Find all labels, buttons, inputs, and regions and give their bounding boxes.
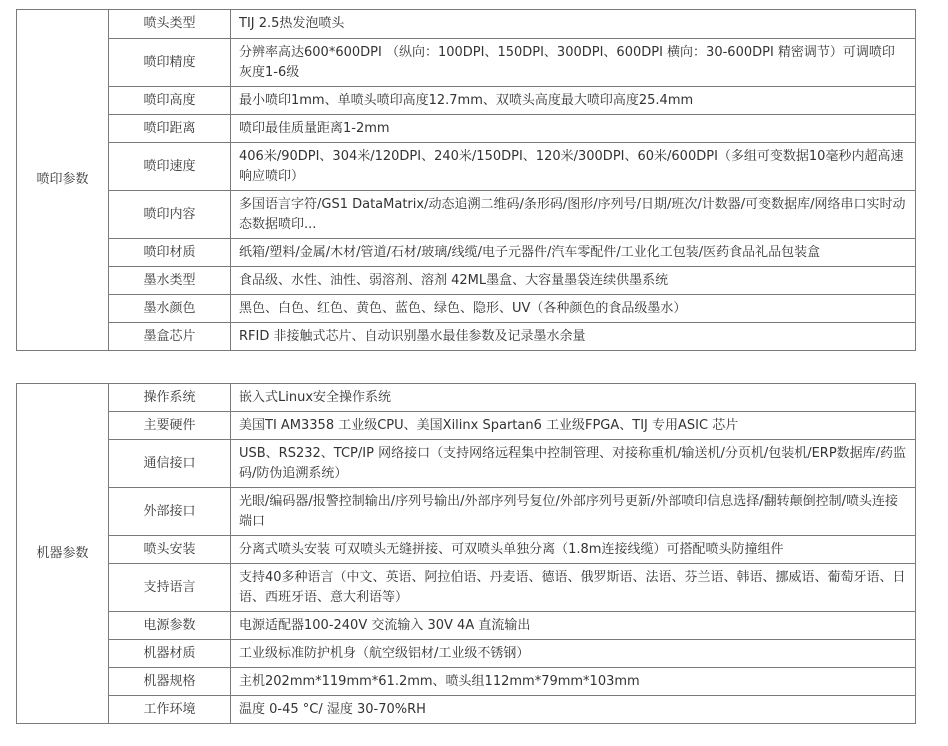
table-row bbox=[17, 87, 916, 115]
table-row bbox=[17, 696, 916, 724]
group-label: 机器参数 bbox=[17, 384, 109, 724]
table-row bbox=[17, 295, 916, 323]
row-value: 电源适配器100-240V 交流输入 30V 4A 直流输出 bbox=[231, 612, 916, 640]
row-label: 主要硬件 bbox=[109, 412, 231, 440]
table-row bbox=[17, 191, 916, 239]
table-row bbox=[17, 39, 916, 87]
group-label: 喷印参数 bbox=[17, 10, 109, 351]
row-value: 食品级、水性、油性、弱溶剂、溶剂 42ML墨盒、大容量墨袋连续供墨系统 bbox=[231, 267, 916, 295]
row-value: 主机202mm*119mm*61.2mm、喷头组112mm*79mm*103mm bbox=[231, 668, 916, 696]
row-label: 墨盒芯片 bbox=[109, 323, 231, 351]
row-value: 喷印最佳质量距离1-2mm bbox=[231, 115, 916, 143]
row-value: 工业级标准防护机身（航空级铝材/工业级不锈钢） bbox=[231, 640, 916, 668]
row-label: 喷头类型 bbox=[109, 10, 231, 39]
machine-parameters-table bbox=[16, 383, 916, 724]
table-row bbox=[17, 267, 916, 295]
row-value: 支持40多种语言（中文、英语、阿拉伯语、丹麦语、德语、俄罗斯语、法语、芬兰语、韩语、挪威语、葡萄牙语、日语、西班牙语、意大利语等） bbox=[231, 564, 916, 612]
row-label: 喷印距离 bbox=[109, 115, 231, 143]
table-row bbox=[17, 384, 916, 412]
table-row bbox=[17, 239, 916, 267]
row-value: 多国语言字符/GS1 DataMatrix/动态追溯二维码/条形码/图形/序列号/日期/班次/计数器/可变数据库/网络串口实时动态数据喷印... bbox=[231, 191, 916, 239]
row-label: 通信接口 bbox=[109, 440, 231, 488]
row-value: 嵌入式Linux安全操作系统 bbox=[231, 384, 916, 412]
table-row bbox=[17, 668, 916, 696]
row-value: TIJ 2.5热发泡喷头 bbox=[231, 10, 916, 39]
row-label: 电源参数 bbox=[109, 612, 231, 640]
row-label: 喷印内容 bbox=[109, 191, 231, 239]
print-parameters-table bbox=[16, 9, 916, 351]
table-row bbox=[17, 412, 916, 440]
row-value: 分辨率高达600*600DPI （纵向：100DPI、150DPI、300DPI、600DPI 横向：30-600DPI 精密调节）可调喷印灰度1-6级 bbox=[231, 39, 916, 87]
row-value: 纸箱/塑料/金属/木材/管道/石材/玻璃/线缆/电子元器件/汽车零配件/工业化工包装/医药食品礼品包装盒 bbox=[231, 239, 916, 267]
row-label: 操作系统 bbox=[109, 384, 231, 412]
table-row bbox=[17, 115, 916, 143]
row-value: USB、RS232、TCP/IP 网络接口（支持网络远程集中控制管理、对接称重机/输送机/分页机/包装机/ERP数据库/药监码/防伪追溯系统） bbox=[231, 440, 916, 488]
row-label: 喷头安装 bbox=[109, 536, 231, 564]
table-row bbox=[17, 488, 916, 536]
row-label: 喷印材质 bbox=[109, 239, 231, 267]
row-label: 机器规格 bbox=[109, 668, 231, 696]
row-value: 光眼/编码器/报警控制输出/序列号输出/外部序列号复位/外部序列号更新/外部喷印信息选择/翻转颠倒控制/喷头连接端口 bbox=[231, 488, 916, 536]
row-label: 墨水颜色 bbox=[109, 295, 231, 323]
row-value: 最小喷印1mm、单喷头喷印高度12.7mm、双喷头高度最大喷印高度25.4mm bbox=[231, 87, 916, 115]
table-row bbox=[17, 10, 916, 39]
row-label: 工作环境 bbox=[109, 696, 231, 724]
row-label: 喷印精度 bbox=[109, 39, 231, 87]
row-value: 黑色、白色、红色、黄色、蓝色、绿色、隐形、UV（各种颜色的食品级墨水） bbox=[231, 295, 916, 323]
row-label: 机器材质 bbox=[109, 640, 231, 668]
table-row bbox=[17, 323, 916, 351]
row-value: 406米/90DPI、304米/120DPI、240米/150DPI、120米/300DPI、60米/600DPI（多组可变数据10毫秒内超高速响应喷印） bbox=[231, 143, 916, 191]
table-row bbox=[17, 640, 916, 668]
row-value: 分离式喷头安装 可双喷头无缝拼接、可双喷头单独分离（1.8m连接线缆）可搭配喷头防撞组件 bbox=[231, 536, 916, 564]
row-value: RFID 非接触式芯片、自动识别墨水最佳参数及记录墨水余量 bbox=[231, 323, 916, 351]
table-row bbox=[17, 440, 916, 488]
row-label: 喷印速度 bbox=[109, 143, 231, 191]
table-row bbox=[17, 536, 916, 564]
table-row bbox=[17, 143, 916, 191]
row-label: 墨水类型 bbox=[109, 267, 231, 295]
row-label: 外部接口 bbox=[109, 488, 231, 536]
row-value: 美国TI AM3358 工业级CPU、美国Xilinx Spartan6 工业级FPGA、TIJ 专用ASIC 芯片 bbox=[231, 412, 916, 440]
row-label: 支持语言 bbox=[109, 564, 231, 612]
row-label: 喷印高度 bbox=[109, 87, 231, 115]
table-row bbox=[17, 564, 916, 612]
row-value: 温度 0-45 °C/ 湿度 30-70%RH bbox=[231, 696, 916, 724]
table-row bbox=[17, 612, 916, 640]
